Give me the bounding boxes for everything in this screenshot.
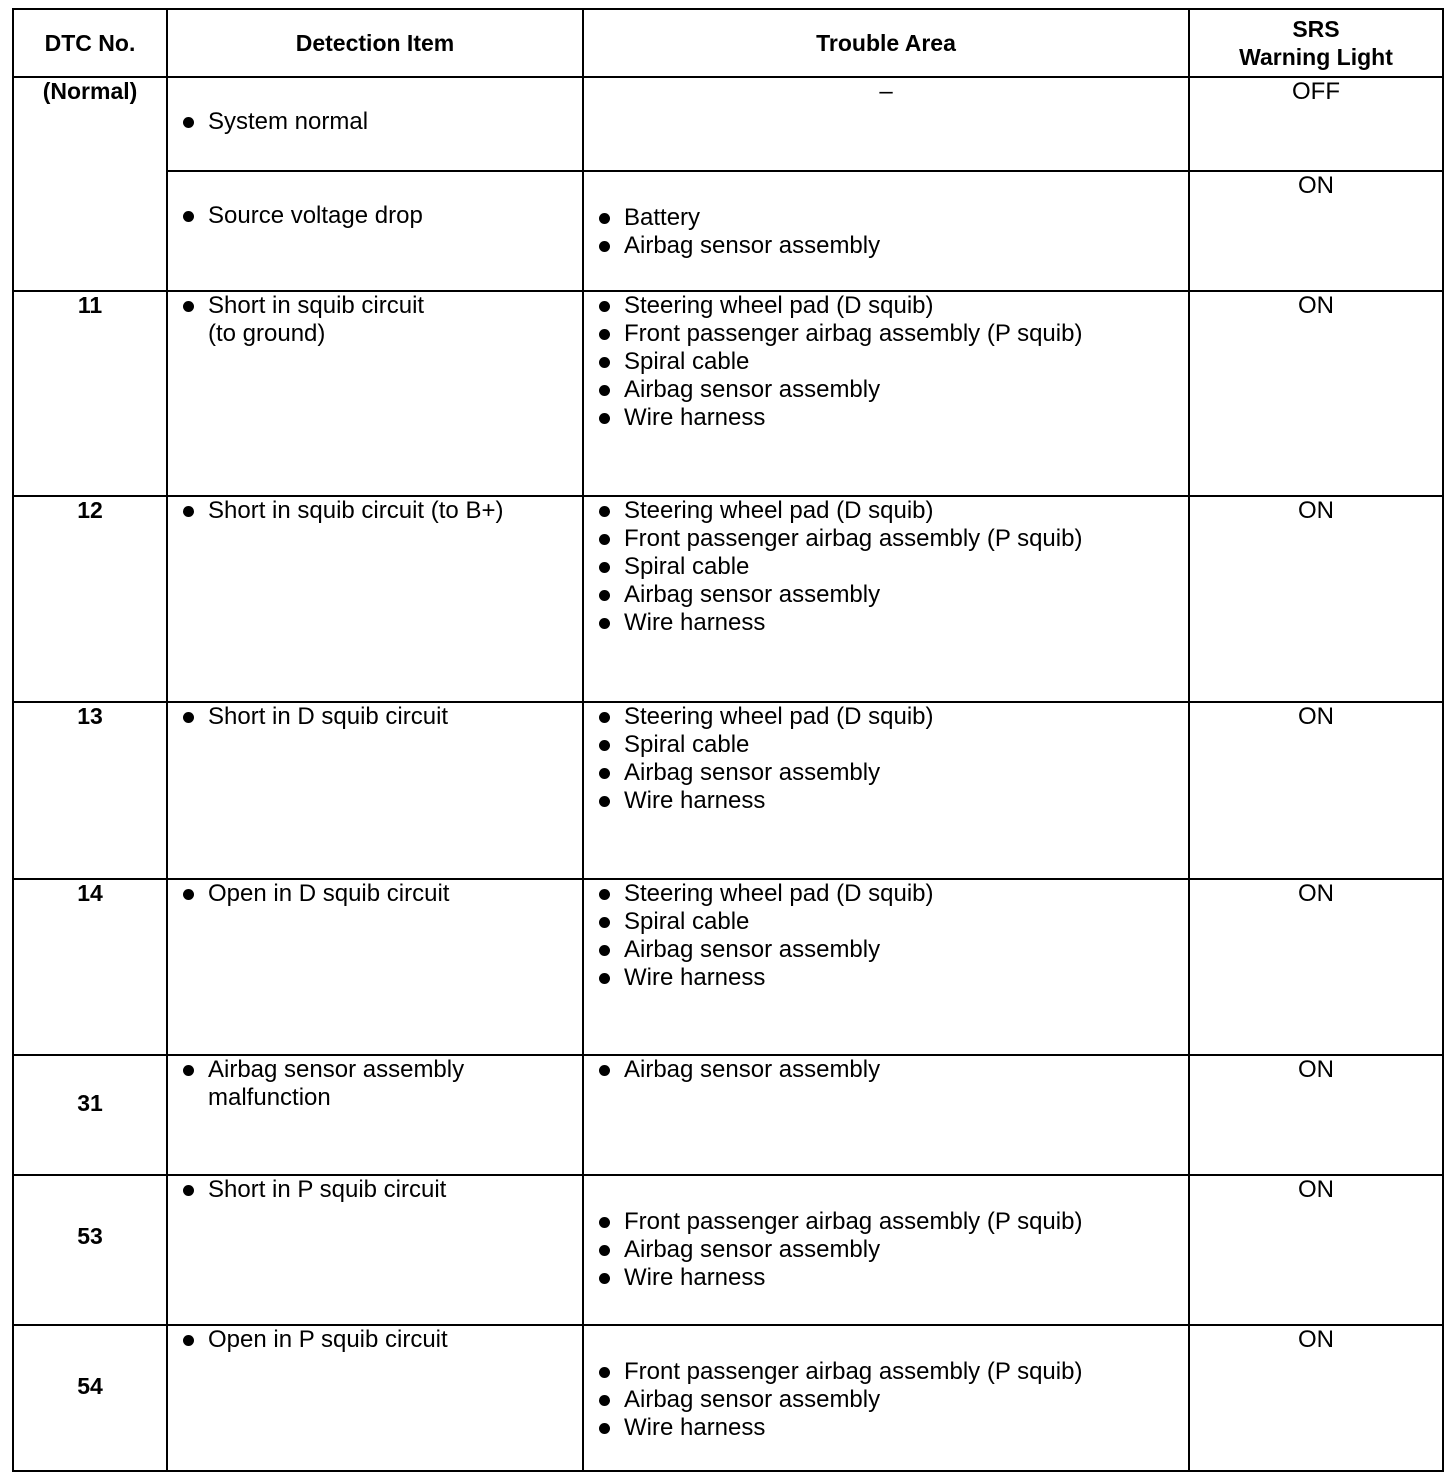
warning-light-cell: ON [1189, 291, 1443, 496]
warning-light-cell: ON [1189, 496, 1443, 702]
trouble-cell [583, 702, 1189, 879]
detection-item [168, 1056, 582, 1112]
detection-line: Short in squib circuit [208, 292, 425, 319]
table-row-14 [13, 879, 1443, 1055]
trouble-item: Front passenger airbag assembly (P squib) [584, 1208, 1188, 1236]
detection-line: Airbag sensor assembly [208, 1056, 465, 1083]
trouble-item: Battery [584, 204, 1188, 232]
trouble-item: Spiral cable [584, 731, 1188, 759]
detection-cell [167, 702, 583, 879]
trouble-item: Wire harness [584, 609, 1188, 637]
trouble-item: Airbag sensor assembly [584, 1236, 1188, 1264]
detection-item: Short in P squib circuit [168, 1176, 582, 1204]
header-dtc-no: DTC No. [13, 9, 167, 77]
trouble-item: Front passenger airbag assembly (P squib) [584, 320, 1188, 348]
detection-item: Short in squib circuit (to B+) [168, 497, 582, 525]
detection-line: malfunction [208, 1084, 331, 1111]
trouble-item: Airbag sensor assembly [584, 759, 1188, 787]
trouble-item: Wire harness [584, 1264, 1188, 1292]
trouble-item: Steering wheel pad (D squib) [584, 703, 1188, 731]
detection-cell [167, 496, 583, 702]
trouble-item: Spiral cable [584, 908, 1188, 936]
trouble-item: Spiral cable [584, 553, 1188, 581]
table-row-53 [13, 1175, 1443, 1325]
trouble-item: Airbag sensor assembly [584, 1056, 1188, 1084]
trouble-cell [583, 879, 1189, 1055]
trouble-cell [583, 1175, 1189, 1325]
trouble-item: Wire harness [584, 964, 1188, 992]
dtc-cell-53: 53 [13, 1175, 167, 1325]
table-row-11 [13, 291, 1443, 496]
warning-light-cell: ON [1189, 879, 1443, 1055]
detection-cell [167, 291, 583, 496]
trouble-item: Airbag sensor assembly [584, 1386, 1188, 1414]
trouble-cell [583, 171, 1189, 291]
detection-line: (to ground) [208, 320, 326, 347]
detection-item: Short in D squib circuit [168, 703, 582, 731]
warning-light-cell: OFF [1189, 77, 1443, 171]
trouble-item: Spiral cable [584, 348, 1188, 376]
trouble-cell [583, 496, 1189, 702]
header-row [13, 9, 1443, 77]
header-srs-warning-light [1189, 9, 1443, 77]
detection-item: Source voltage drop [168, 202, 582, 230]
detection-cell [167, 1055, 583, 1175]
warning-light-cell: ON [1189, 702, 1443, 879]
dtc-cell-54: 54 [13, 1325, 167, 1471]
trouble-item: Steering wheel pad (D squib) [584, 880, 1188, 908]
detection-item: Open in D squib circuit [168, 880, 582, 908]
dtc-cell-14: 14 [13, 879, 167, 1055]
trouble-item: Airbag sensor assembly [584, 581, 1188, 609]
warning-light-cell: ON [1189, 1175, 1443, 1325]
dtc-cell-13: 13 [13, 702, 167, 879]
trouble-cell [583, 1055, 1189, 1175]
header-srs-line1: SRS [1292, 16, 1340, 42]
header-trouble-area: Trouble Area [583, 9, 1189, 77]
trouble-cell [583, 291, 1189, 496]
dtc-cell-31: 31 [13, 1055, 167, 1175]
detection-cell [167, 879, 583, 1055]
table-row-normal-a [13, 77, 1443, 171]
trouble-item: Airbag sensor assembly [584, 936, 1188, 964]
trouble-item: Front passenger airbag assembly (P squib) [584, 1358, 1188, 1386]
dtc-cell-11: 11 [13, 291, 167, 496]
warning-light-cell: ON [1189, 171, 1443, 291]
dtc-cell-normal: (Normal) [13, 77, 167, 291]
warning-light-cell: ON [1189, 1325, 1443, 1471]
detection-cell [167, 1175, 583, 1325]
header-srs-line2: Warning Light [1239, 44, 1393, 70]
trouble-item: Steering wheel pad (D squib) [584, 292, 1188, 320]
table-row-13 [13, 702, 1443, 879]
dtc-cell-12: 12 [13, 496, 167, 702]
detection-cell [167, 1325, 583, 1471]
warning-light-cell: ON [1189, 1055, 1443, 1175]
detection-item: Open in P squib circuit [168, 1326, 582, 1354]
trouble-item: Airbag sensor assembly [584, 232, 1188, 260]
table-row-12 [13, 496, 1443, 702]
detection-cell [167, 77, 583, 171]
trouble-item: Wire harness [584, 787, 1188, 815]
trouble-item: Front passenger airbag assembly (P squib) [584, 525, 1188, 553]
detection-cell [167, 171, 583, 291]
trouble-cell [583, 1325, 1189, 1471]
header-detection-item: Detection Item [167, 9, 583, 77]
detection-item: System normal [168, 108, 582, 136]
trouble-item: Airbag sensor assembly [584, 376, 1188, 404]
table-row-31 [13, 1055, 1443, 1175]
trouble-cell-dash: – [583, 77, 1189, 171]
detection-item [168, 292, 582, 348]
trouble-item: Wire harness [584, 1414, 1188, 1442]
table-row-normal-b [13, 171, 1443, 291]
trouble-item: Wire harness [584, 404, 1188, 432]
table-row-54 [13, 1325, 1443, 1471]
trouble-item: Steering wheel pad (D squib) [584, 497, 1188, 525]
dtc-table [12, 8, 1444, 1472]
